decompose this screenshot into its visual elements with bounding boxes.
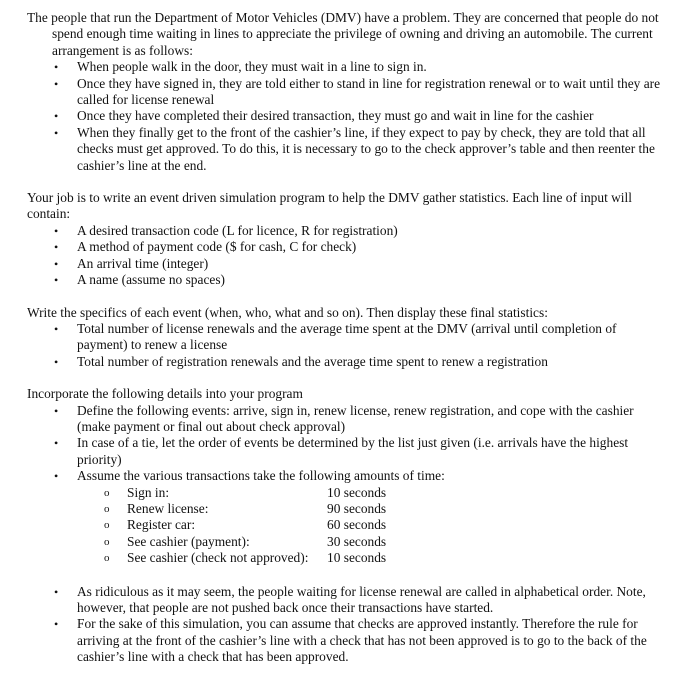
bullet-icon: • bbox=[54, 256, 59, 271]
sub-bullet-icon: o bbox=[104, 502, 110, 515]
list-item: • A method of payment code ($ for cash, C for check) bbox=[54, 239, 357, 255]
list-item: • Assume the various transactions take the following amounts of time: o Sign in: 10 seconds o Renew license: 90 seconds o Register car: 60 seconds o See cashier (payment): 30 seconds o See cashier (check not approved): 10 seconds bbox=[77, 468, 667, 566]
sub-bullet-icon: o bbox=[104, 535, 110, 548]
arrangement-list bbox=[27, 59, 667, 174]
transaction-time-item bbox=[104, 484, 667, 501]
bullet-icon: • bbox=[54, 125, 59, 140]
sub-bullet-icon: o bbox=[104, 486, 110, 499]
transaction-times-list bbox=[77, 485, 667, 567]
statistics-list bbox=[27, 321, 667, 370]
bullet-icon: • bbox=[54, 60, 59, 75]
list-item: • When people walk in the door, they must wait in a line to sign in. bbox=[54, 59, 427, 75]
list-item: • In case of a tie, let the order of events be determined by the list just given (i.e. arrivals have the highest priority) bbox=[54, 435, 629, 467]
bullet-icon: • bbox=[54, 223, 59, 238]
bullet-icon: • bbox=[54, 354, 59, 369]
list-item: • Once they have signed in, they are told either to stand in line for registration renewal or to wait until they are called for license renewal bbox=[54, 75, 661, 108]
list-item: • When they finally get to the front of the cashier’s line, if they expect to pay by check, they are told that all checks must get approved. To do this, it is necessary to go to the check approver’s table and then reenter the cashier’s line at the end. bbox=[54, 124, 655, 173]
transaction-time: 10 seconds bbox=[327, 550, 387, 566]
bullet-icon: • bbox=[54, 436, 59, 451]
sub-bullet-icon: o bbox=[104, 519, 110, 532]
list-item: • As ridiculous as it may seem, the people waiting for license renewal are called in alphabetical order. Note, however, that people are not pushed back once their transactions have started. bbox=[54, 583, 646, 615]
transaction-time: 10 seconds bbox=[327, 484, 387, 500]
transaction-time: 60 seconds bbox=[327, 517, 387, 533]
bullet-icon: • bbox=[54, 617, 59, 632]
specifics-intro-paragraph: Write the specifics of each event (when, who, what and so on). Then display these final statistics: bbox=[27, 304, 548, 320]
bullet-icon: • bbox=[54, 109, 59, 124]
bullet-icon: • bbox=[54, 273, 59, 288]
list-item: • An arrival time (integer) bbox=[54, 255, 209, 271]
bullet-icon: • bbox=[54, 76, 59, 91]
bullet-icon: • bbox=[54, 403, 59, 418]
transaction-label: Register car: bbox=[127, 517, 196, 533]
job-intro-paragraph: Your job is to write an event driven simulation program to help the DMV gather statistics. Each line of input will contain: bbox=[27, 190, 632, 222]
list-item: • A desired transaction code (L for licence, R for registration) bbox=[54, 222, 398, 238]
list-item: • Define the following events: arrive, sign in, renew license, renew registration, and cope with the cashier (make payment or final out about check approval) bbox=[54, 402, 634, 434]
transaction-time: 90 seconds bbox=[327, 500, 387, 516]
list-item: • Total number of license renewals and the average time spent at the DMV (arrival until completion of payment) to renew a license bbox=[54, 320, 617, 353]
sub-bullet-icon: o bbox=[104, 552, 110, 565]
transaction-time: 30 seconds bbox=[327, 533, 387, 549]
list-item: • Total number of registration renewals and the average time spent to renew a registration bbox=[54, 353, 548, 369]
document bbox=[27, 10, 667, 666]
final-notes-list bbox=[27, 584, 667, 666]
transaction-label: Renew license: bbox=[127, 500, 209, 516]
transaction-time-item bbox=[104, 533, 667, 550]
bullet-icon: • bbox=[54, 321, 59, 336]
list-item: • For the sake of this simulation, you can assume that checks are approved instantly. Therefore the rule for arriving at the front of the cashier’s line with a check that has not been approved is to go to the back of the cashier’s line with a check that has been approved. bbox=[54, 616, 647, 665]
transaction-time-item bbox=[104, 517, 667, 533]
transaction-label: See cashier (payment): bbox=[127, 533, 250, 549]
bullet-icon: • bbox=[54, 469, 59, 484]
transaction-time-item bbox=[104, 500, 667, 517]
list-item: • A name (assume no spaces) bbox=[54, 272, 225, 288]
transaction-label: Sign in: bbox=[127, 484, 170, 500]
bullet-icon: • bbox=[54, 584, 59, 599]
transaction-time-item bbox=[104, 550, 667, 566]
intro-paragraph: The people that run the Department of Motor Vehicles (DMV) have a problem. They are concerned that people do not spend enough time waiting in lines to appreciate the privilege of owning and driving an automobile. The current arrangement is as follows: bbox=[27, 10, 659, 58]
input-fields-list bbox=[27, 223, 667, 289]
transaction-label: See cashier (check not approved): bbox=[127, 550, 309, 566]
details-list bbox=[27, 403, 667, 567]
bullet-icon: • bbox=[54, 240, 59, 255]
list-item: • Once they have completed their desired transaction, they must go and wait in line for the cashier bbox=[54, 108, 594, 124]
details-intro-paragraph: Incorporate the following details into your program bbox=[27, 386, 303, 402]
